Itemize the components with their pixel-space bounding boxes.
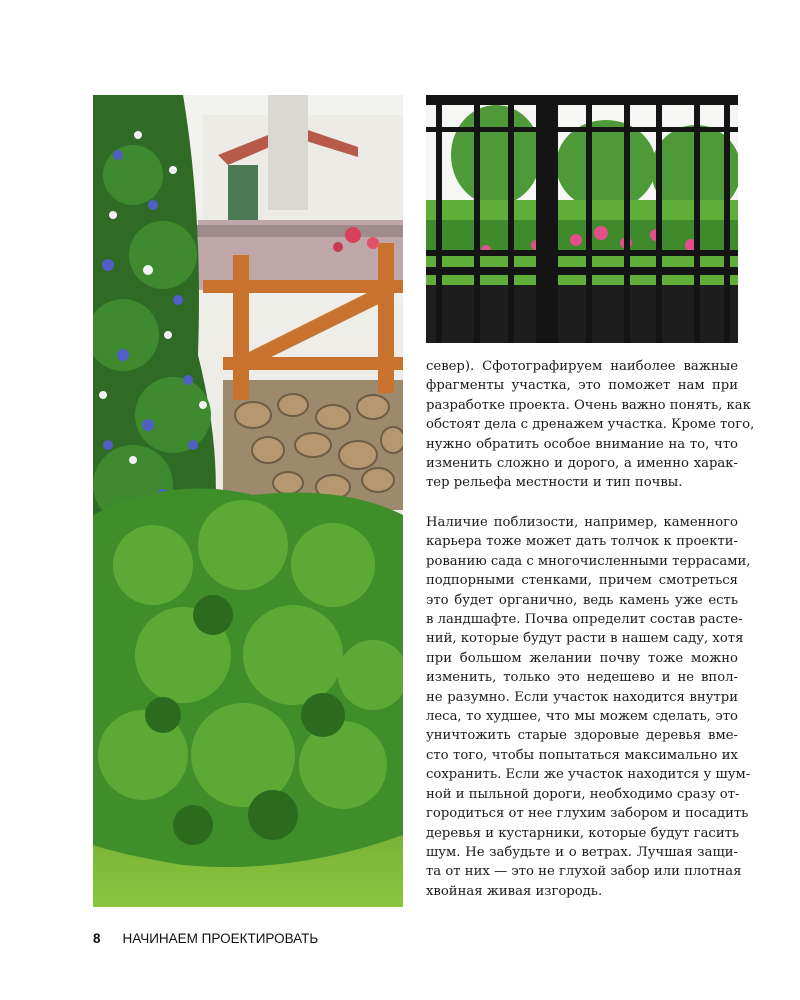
text-line: север). Сфотографируем наиболее важные: [426, 359, 738, 374]
text-line: рованию сада с многочисленными террасами,: [426, 553, 751, 569]
text-line: разработке проекта. Очень важно понять, как: [426, 397, 751, 413]
text-line: фрагменты участка, это поможет нам при: [426, 378, 738, 394]
text-line: городиться от нее глухим забором и посадить: [426, 806, 749, 822]
text-line: леса, то худшее, что мы можем сделать, это: [426, 709, 738, 725]
text-line: та от них — это не глухой забор или плотная: [426, 864, 742, 880]
text-line: шум. Не забудьте и о ветрах. Лучшая защи-: [426, 844, 738, 860]
garden-photo-left: [93, 95, 403, 907]
text-line: деревья и кустарники, которые будут гасить: [426, 825, 740, 841]
text-line: уничтожить старые здоровые деревья вме-: [426, 728, 738, 744]
text-line: Наличие поблизости, например, каменного: [426, 515, 738, 530]
text-line: в ландшафте. Почва определит состав расте-: [426, 612, 743, 628]
text-line: нужно обратить особое внимание на то, что: [426, 436, 738, 452]
text-line: ной и пыльной дороги, необходимо сразу от-: [426, 786, 740, 802]
page-footer: [93, 931, 318, 946]
text-line: изменить, только это недешево и не впол-: [426, 670, 738, 686]
section-title: НАЧИНАЕМ ПРОЕКТИРОВАТЬ: [122, 931, 319, 946]
text-line: это будет органично, ведь камень уже есть: [426, 592, 738, 608]
text-line: при большом желании почву тоже можно: [426, 650, 738, 666]
text-line: изменить сложно и дорого, а именно харак-: [426, 456, 738, 472]
body-paragraph-2: [426, 513, 751, 901]
text-line: ний, которые будут расти в нашем саду, хотя: [426, 631, 744, 647]
text-line: сто того, чтобы попытаться максимально их: [426, 747, 738, 763]
text-line: обстоят дела с дренажем участка. Кроме того,: [426, 417, 755, 433]
text-line: тер рельефа местности и тип почвы.: [426, 475, 683, 491]
text-line: хвойная живая изгородь.: [426, 883, 603, 899]
text-line: не разумно. Если участок находится внутри: [426, 689, 738, 705]
page-number: 8: [93, 931, 101, 946]
text-line: карьера тоже может дать толчок к проекти-: [426, 534, 738, 550]
garden-photo-right: [426, 95, 738, 343]
body-paragraph-1: [426, 357, 755, 493]
text-line: подпорными стенками, причем смотреться: [426, 573, 738, 589]
text-line: сохранить. Если же участок находится у шум-: [426, 767, 751, 783]
